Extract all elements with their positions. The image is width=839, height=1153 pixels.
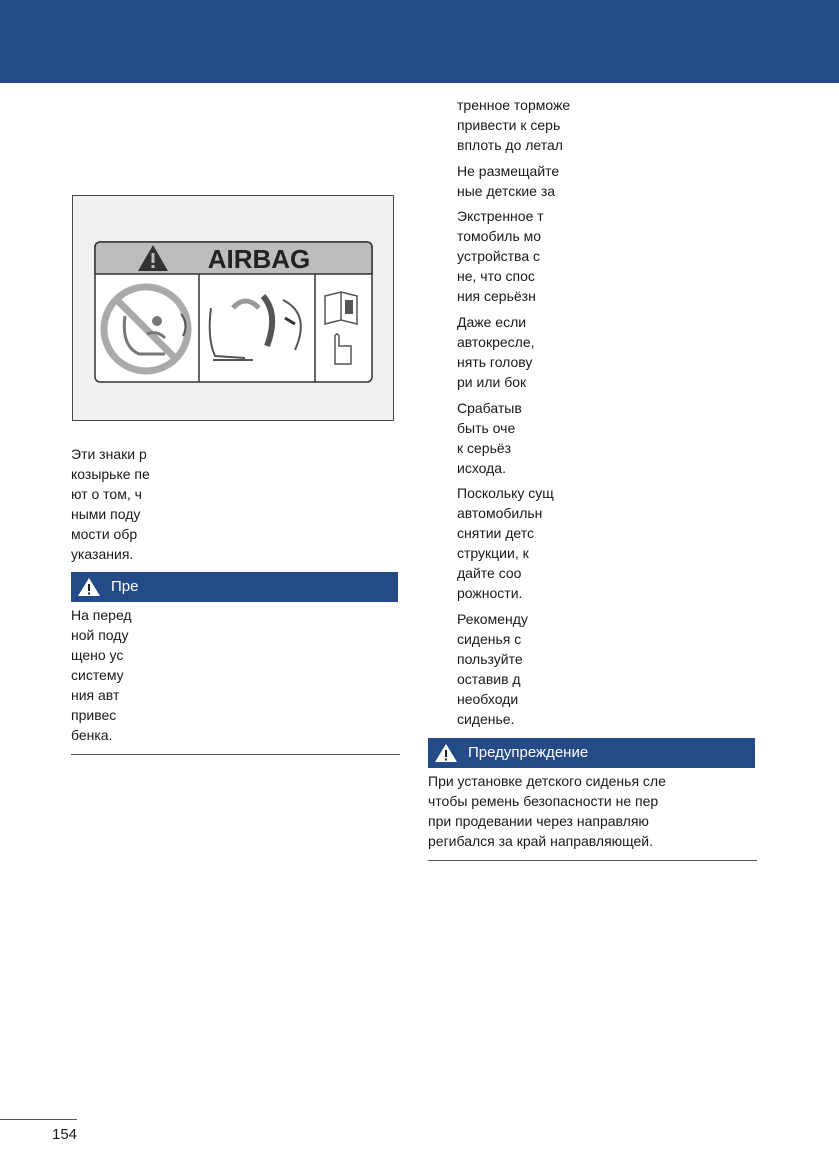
text-line: нять голову xyxy=(457,354,533,370)
text-line: сиденье. xyxy=(457,711,515,727)
text-line: Эти знаки р xyxy=(71,446,147,462)
left-paragraph xyxy=(71,444,150,564)
right-paragraph-1 xyxy=(457,95,570,155)
right-paragraph-7 xyxy=(457,609,528,729)
warning-title: Предупреждение xyxy=(468,744,589,761)
text-line: пользуйте xyxy=(457,651,523,667)
warning-icon xyxy=(77,577,101,597)
text-line: ри или бок xyxy=(457,374,527,390)
airbag-warning-label xyxy=(73,196,393,420)
text-line: автокресле, xyxy=(457,334,535,350)
text-line: ют о том, ч xyxy=(71,486,142,502)
text-line: ния серьёзн xyxy=(457,288,536,304)
text-line: щено ус xyxy=(71,647,124,663)
text-line: устройства с xyxy=(457,248,541,264)
text-line: Даже если xyxy=(457,314,527,330)
warning-title: Пре xyxy=(111,578,139,595)
figure-label-text: AIRBAG xyxy=(207,244,311,274)
text-line: ной поду xyxy=(71,627,129,643)
text-line: указания. xyxy=(71,546,134,562)
airbag-label-figure xyxy=(72,195,394,421)
text-line: не, что спос xyxy=(457,268,535,284)
left-warning-rule xyxy=(71,754,400,755)
text-line: На перед xyxy=(71,607,132,623)
left-warning-bar xyxy=(71,572,398,602)
text-line: чтобы ремень безопасности не пер xyxy=(428,793,659,809)
right-warning-bar xyxy=(428,738,755,768)
text-line: при продевании через направляю xyxy=(428,813,649,829)
text-line: При установке детского сиденья сле xyxy=(428,773,666,789)
text-line: мости обр xyxy=(71,526,138,542)
right-paragraph-2 xyxy=(457,161,559,201)
text-line: ные детские за xyxy=(457,183,556,199)
footer-rule xyxy=(0,1119,77,1120)
text-line: систему xyxy=(71,667,124,683)
text-line: ными поду xyxy=(71,506,141,522)
text-line: Экстренное т xyxy=(457,208,544,224)
right-paragraph-5 xyxy=(457,398,522,478)
text-line: ния авт xyxy=(71,687,120,703)
text-line: необходи xyxy=(457,691,519,707)
text-line: автомобильн xyxy=(457,505,543,521)
text-line: тренное торможе xyxy=(457,97,571,113)
text-line: струкции, к xyxy=(457,545,529,561)
header-band xyxy=(0,0,839,83)
text-line: Срабатыв xyxy=(457,400,522,416)
text-line: Не размещайте xyxy=(457,163,560,179)
right-paragraph-6 xyxy=(457,483,554,603)
right-paragraph-4 xyxy=(457,312,535,392)
text-line: томобиль мо xyxy=(457,228,542,244)
text-line: быть оче xyxy=(457,420,516,436)
right-paragraph-3 xyxy=(457,206,544,306)
text-line: к серьёз xyxy=(457,440,512,456)
right-warning-rule xyxy=(428,860,757,861)
text-line: Рекоменду xyxy=(457,611,528,627)
text-line: бенка. xyxy=(71,727,113,743)
left-warning-body xyxy=(71,605,132,745)
text-line: регибался за край направляющей. xyxy=(428,833,654,849)
warning-icon xyxy=(434,743,458,763)
text-line: исхода. xyxy=(457,460,506,476)
page-number: 154 xyxy=(52,1126,78,1143)
text-line: снятии детс xyxy=(457,525,534,541)
text-line: привести к серь xyxy=(457,117,561,133)
text-line: оставив д xyxy=(457,671,521,687)
text-line: сиденья с xyxy=(457,631,522,647)
text-line: рожности. xyxy=(457,585,523,601)
text-line: привес xyxy=(71,707,117,723)
right-warning-body xyxy=(428,771,666,851)
text-line: Поскольку сущ xyxy=(457,485,554,501)
text-line: вплоть до летал xyxy=(457,137,563,153)
text-line: козырьке пе xyxy=(71,466,150,482)
text-line: дайте соо xyxy=(457,565,522,581)
